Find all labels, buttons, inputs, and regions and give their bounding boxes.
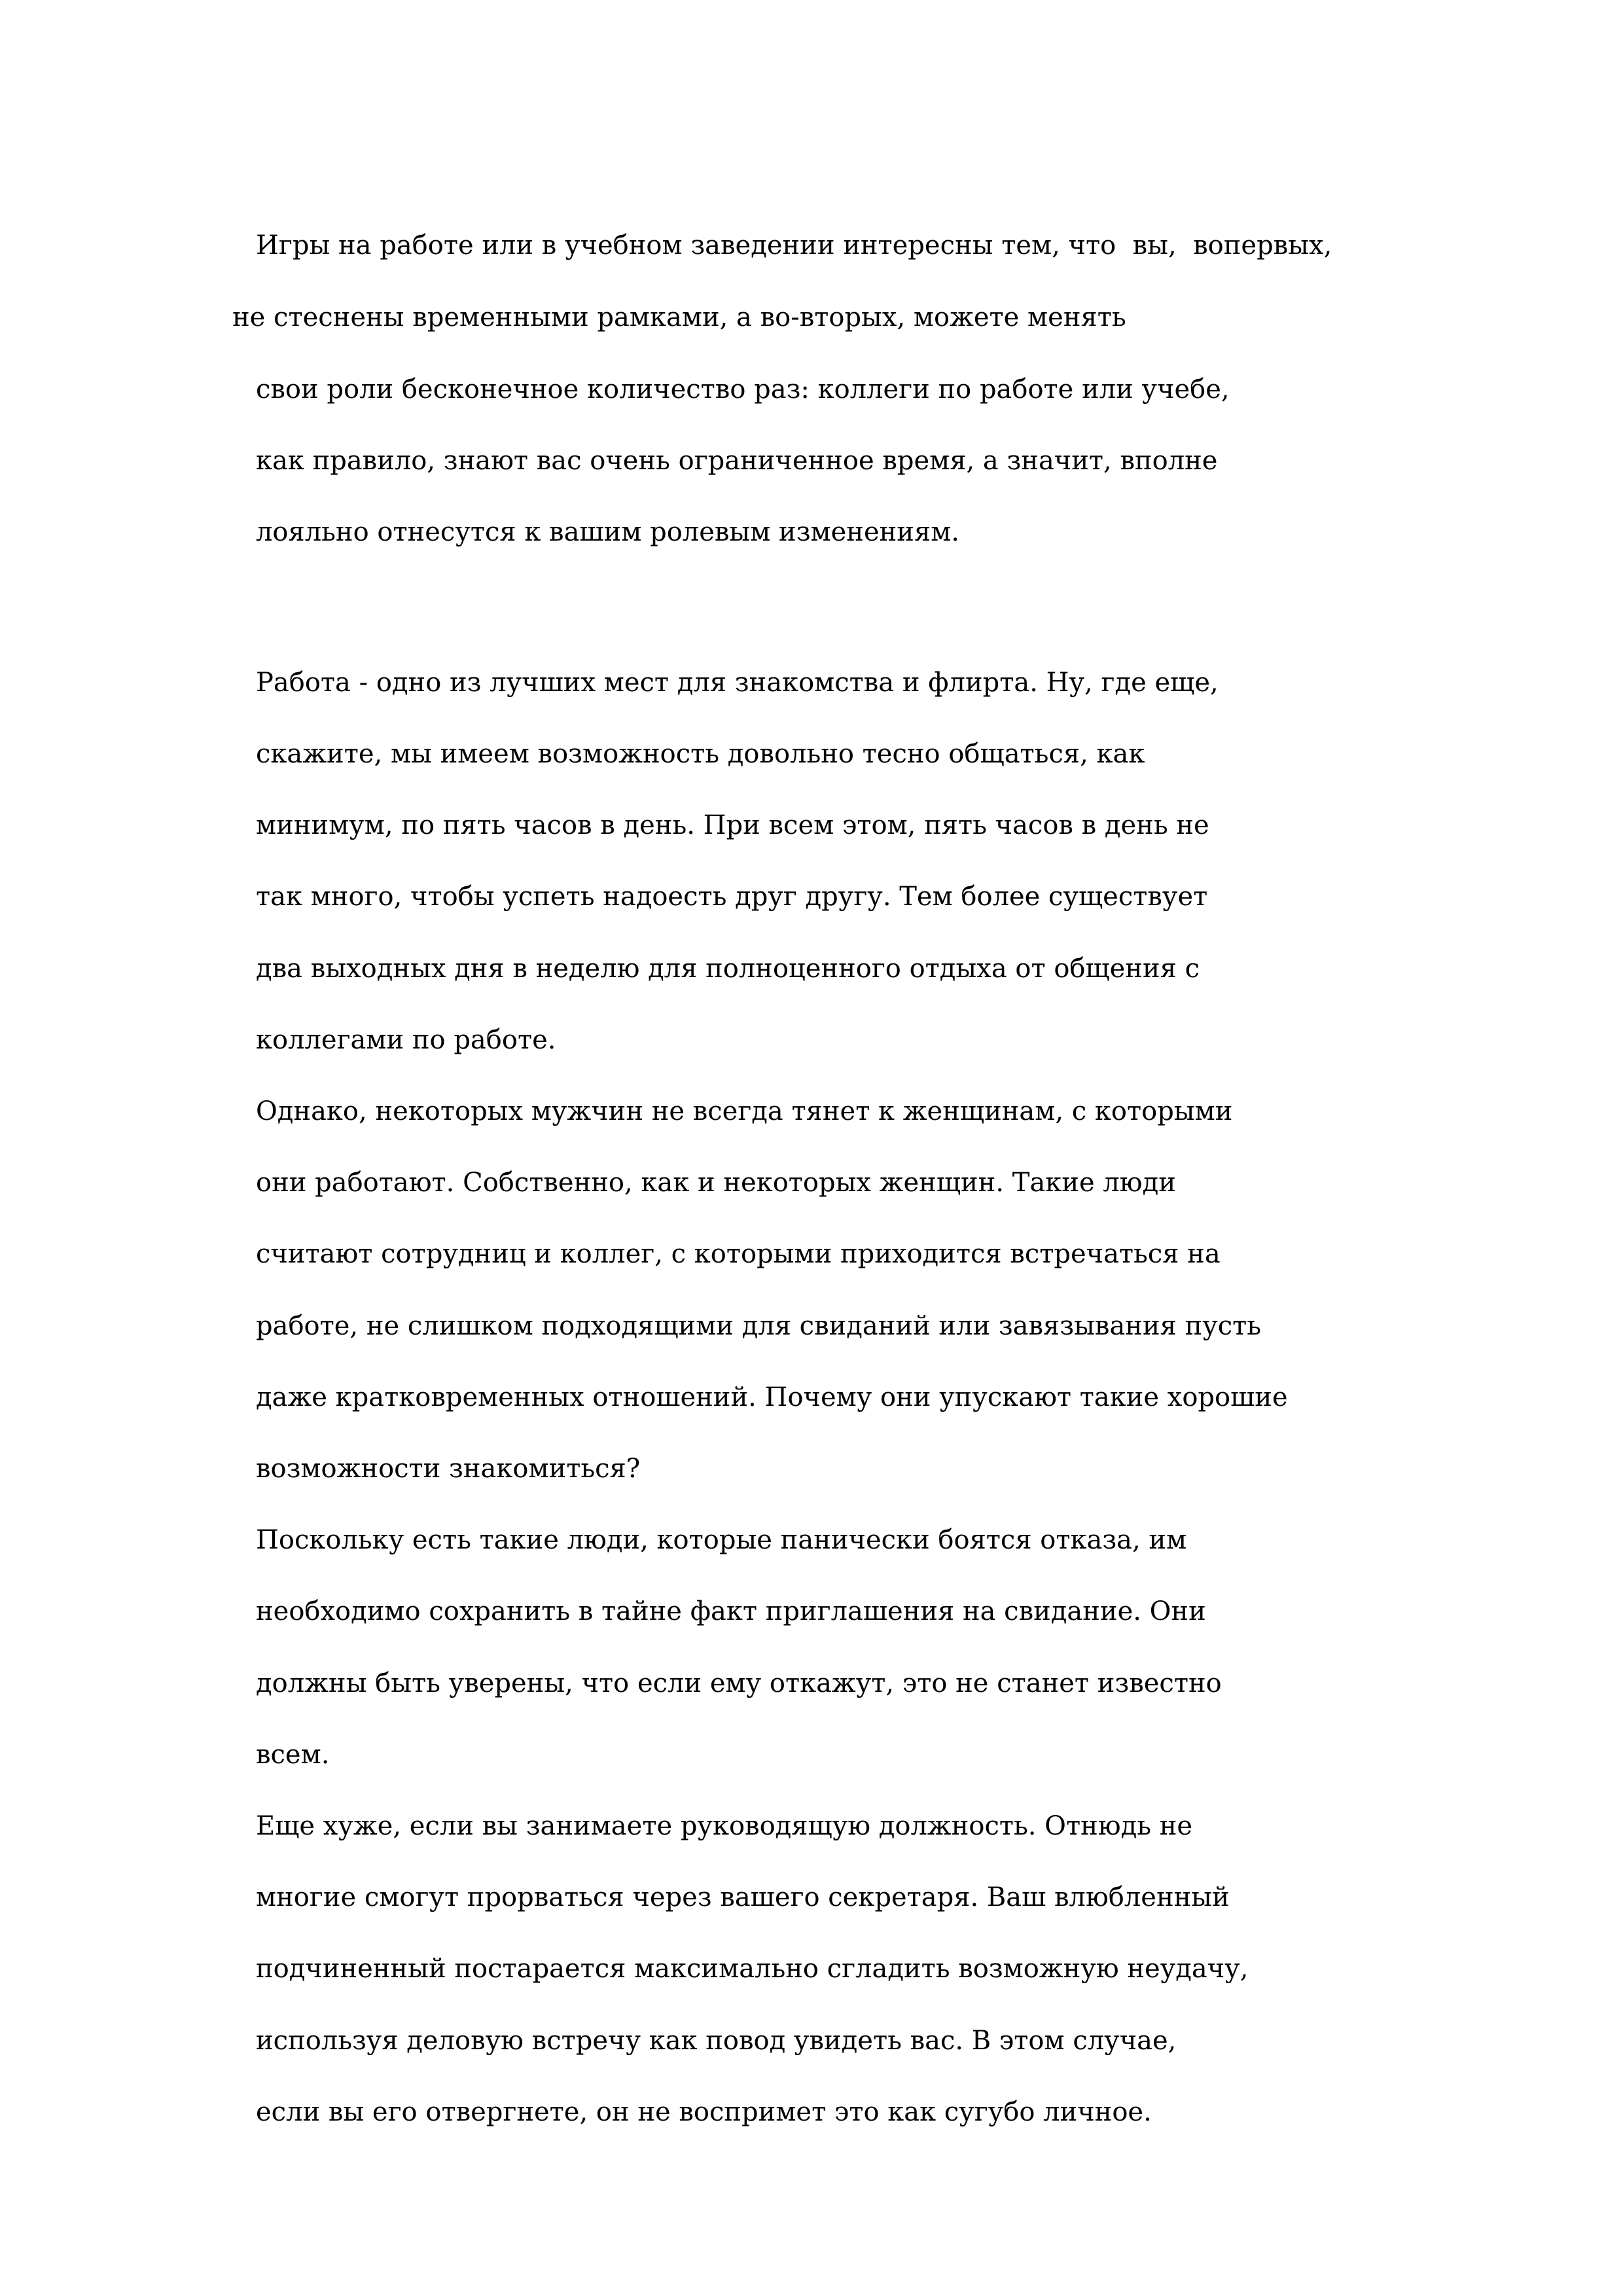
- text-line: должны быть уверены, что если ему откажут, это не станет известно: [256, 1668, 1222, 1698]
- text-line: необходимо сохранить в тайне факт приглашения на свидание. Они: [256, 1596, 1206, 1626]
- text-line: многие смогут прорваться через вашего секретаря. Ваш влюбленный: [256, 1882, 1230, 1912]
- text-line: коллегами по работе.: [256, 1025, 556, 1055]
- text-line: свои роли бесконечное количество раз: коллеги по работе или учебе,: [256, 374, 1230, 404]
- text-line: даже кратковременных отношений. Почему они упускают такие хорошие: [256, 1382, 1288, 1412]
- text-line: считают сотрудниц и коллег, с которыми приходится встречаться на: [256, 1239, 1221, 1269]
- text-line: как правило, знают вас очень ограниченное время, а значит, вполне: [256, 446, 1218, 476]
- text-line: Еще хуже, если вы занимаете руководящую должность. Отнюдь не: [256, 1811, 1193, 1841]
- text-line: подчиненный постарается максимально сгладить возможную неудачу,: [256, 1954, 1249, 1984]
- text-line: Работа - одно из лучших мест для знакомства и флирта. Ну, где еще,: [256, 668, 1219, 698]
- text-line: всем.: [256, 1740, 330, 1770]
- text-line: скажите, мы имеем возможность довольно тесно общаться, как: [256, 739, 1145, 769]
- text-line: два выходных дня в неделю для полноценного отдыха от общения с: [256, 954, 1200, 984]
- text-line: не стеснены временными рамками, а во-вторых, можете менять: [232, 302, 1126, 332]
- text-line: лояльно отнесутся к вашим ролевым изменениям.: [256, 517, 960, 547]
- text-line: если вы его отвергнете, он не воспримет это как сугубо личное.: [256, 2097, 1152, 2127]
- text-line: минимум, по пять часов в день. При всем этом, пять часов в день не: [256, 810, 1209, 840]
- text-line: возможности знакомиться?: [256, 1454, 641, 1484]
- text-line: используя деловую встречу как повод увидеть вас. В этом случае,: [256, 2026, 1177, 2056]
- text-line: они работают. Собственно, как и некоторых женщин. Такие люди: [256, 1168, 1176, 1198]
- text-line: Игры на работе или в учебном заведении интересны тем, что вы, вопервых,: [256, 230, 1332, 260]
- text-line: работе, не слишком подходящими для свиданий или завязывания пусть: [256, 1311, 1262, 1341]
- text-line: так много, чтобы успеть надоесть друг другу. Тем более существует: [256, 882, 1208, 912]
- text-line: Однако, некоторых мужчин не всегда тянет к женщинам, с которыми: [256, 1096, 1233, 1126]
- text-line: Поскольку есть такие люди, которые панически боятся отказа, им: [256, 1525, 1187, 1555]
